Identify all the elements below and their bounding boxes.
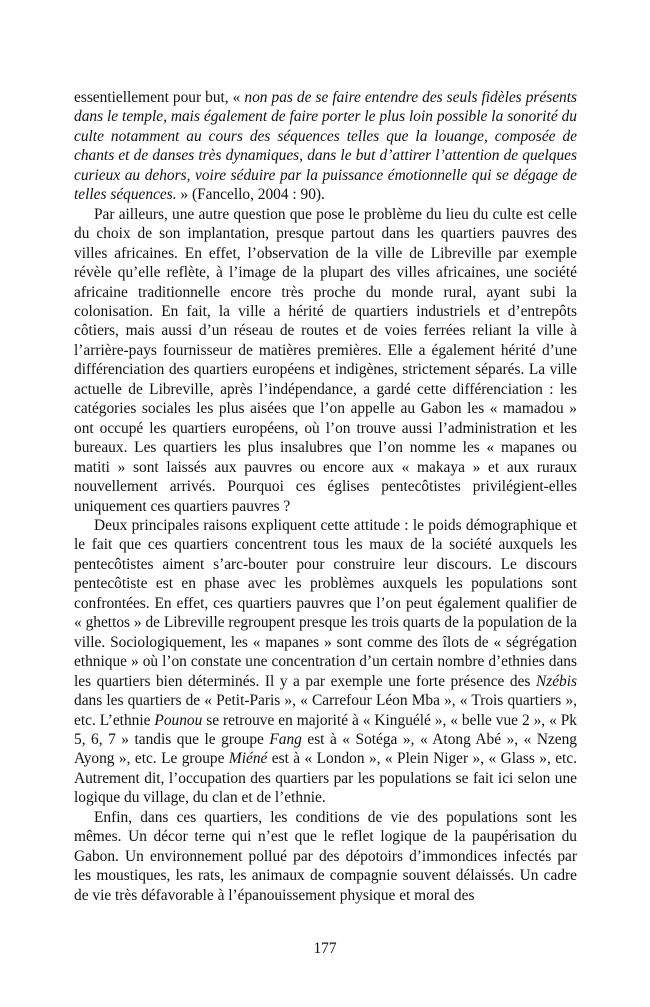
paragraph-4 xyxy=(74,808,577,905)
text-run: essentiellement pour but, « xyxy=(74,89,245,106)
text-run: est à « London », « Plein Niger », « Glass », etc. Autrement dit, l’occupation des quartiers par les populations se fait ici selon une logique du village, du clan et de l’ethnie. xyxy=(74,750,577,807)
text-run: se retrouve en majorité à « Kinguélé », « belle vue 2 », « Pk 5, 6, 7 » tandis que le groupe xyxy=(74,711,578,748)
italic-text: Miéné xyxy=(228,750,268,768)
italic-text: Nzébis xyxy=(535,672,577,690)
page-number: 177 xyxy=(313,940,337,957)
italic-text: Fang xyxy=(269,730,302,748)
text-run: » (Fancello, 2004 : 90). xyxy=(176,186,325,204)
text-run: Enfin, dans ces quartiers, les conditions de vie des populations sont les mêmes. Un décor terne qui n’est que le reflet logique de la paupérisation du Gabon. Un environnement pollué par des dépotoirs d’immondices infectés par les moustiques, les rats, les animaux de compagnie souvent délaissés. Un cadre de vie très défavorable à l’épanouissement physique et moral des xyxy=(74,808,577,904)
text-run: Par ailleurs, une autre question que pose le problème du lieu du culte est celle du choix de son implantation, presque partout dans les quartiers pauvres des villes africaines. En effet, l’observation de la ville de Libreville par exemple révèle qu’elle reflète, à l’image de la plupart des villes africaines, une société africaine traditionnelle encore très proche du monde rural, ayant subi la colonisation. En fait, la ville a hérité de quartiers industriels et d’entrepôts côtiers, mais aussi d’un réseau de routes et de voies ferrées reliant la ville à l’arrière-pays fournisseur de matières premières. Elle a également hérité d’une différenciation des quartiers européens et indigènes, strictement séparés. La ville actuelle de Libreville, après l’indépendance, a gardé cette différenciation : les catégories sociales les plus aisées que l’on appelle au Gabon les « mamadou » ont occupé les quartiers européens, où l’on trouve aussi l’administration et les bureaux. Les quartiers les plus insalubres que l’on nomme les « mapanes ou matiti » sont laissés aux pauvres ou encore aux « makaya » et aux ruraux nouvellement arrivés. Pourquoi ces églises pentecôtistes privilégient-elles uniquement ces quartiers pauvres ? xyxy=(74,205,577,515)
italic-text: non pas de se faire entendre des seuls fidèles présents dans le temple, mais également de faire porter le plus loin possible la sonorité du culte notamment au cours des séquences telles que la louange, composée de chants et de danses très dynamiques, dans le but d’attirer l’attention de quelques curieux au dehors, voire séduire par la puissance émotionnelle qui se dégage de telles séquences. xyxy=(74,89,577,204)
text-run: dans les quartiers de « Petit-Paris », « Carrefour Léon Mba », « Trois quartiers », etc. L’ethnie xyxy=(74,692,577,729)
paragraph-1 xyxy=(74,88,577,205)
italic-text: Pounou xyxy=(154,711,203,729)
paragraph-2 xyxy=(74,205,577,516)
page-body xyxy=(74,88,577,905)
paragraph-3 xyxy=(74,516,577,808)
text-run: est à « Sotéga », « Atong Abé », « Nzeng Ayong », etc. Le groupe xyxy=(74,730,577,768)
text-run: Deux principales raisons expliquent cette attitude : le poids démographique et le fait que ces quartiers concentrent tous les maux de la société auxquels les pentecôtistes aiment s’arc-bouter pour construire leur discours. Le discours pentecôtiste est en phase avec les problèmes auxquels les populations sont confrontées. En effet, ces quartiers pauvres que l’on peut également qualifier de « ghettos » de Libreville regroupent presque les trois quarts de la population de la ville. Sociologiquement, les « mapanes » sont comme des îlots de « ségrégation ethnique » où l’on constate une concentration d’un certain nombre d’ethnies dans les quartiers bien déterminés. Il y a par exemple une forte présence des xyxy=(74,516,577,690)
